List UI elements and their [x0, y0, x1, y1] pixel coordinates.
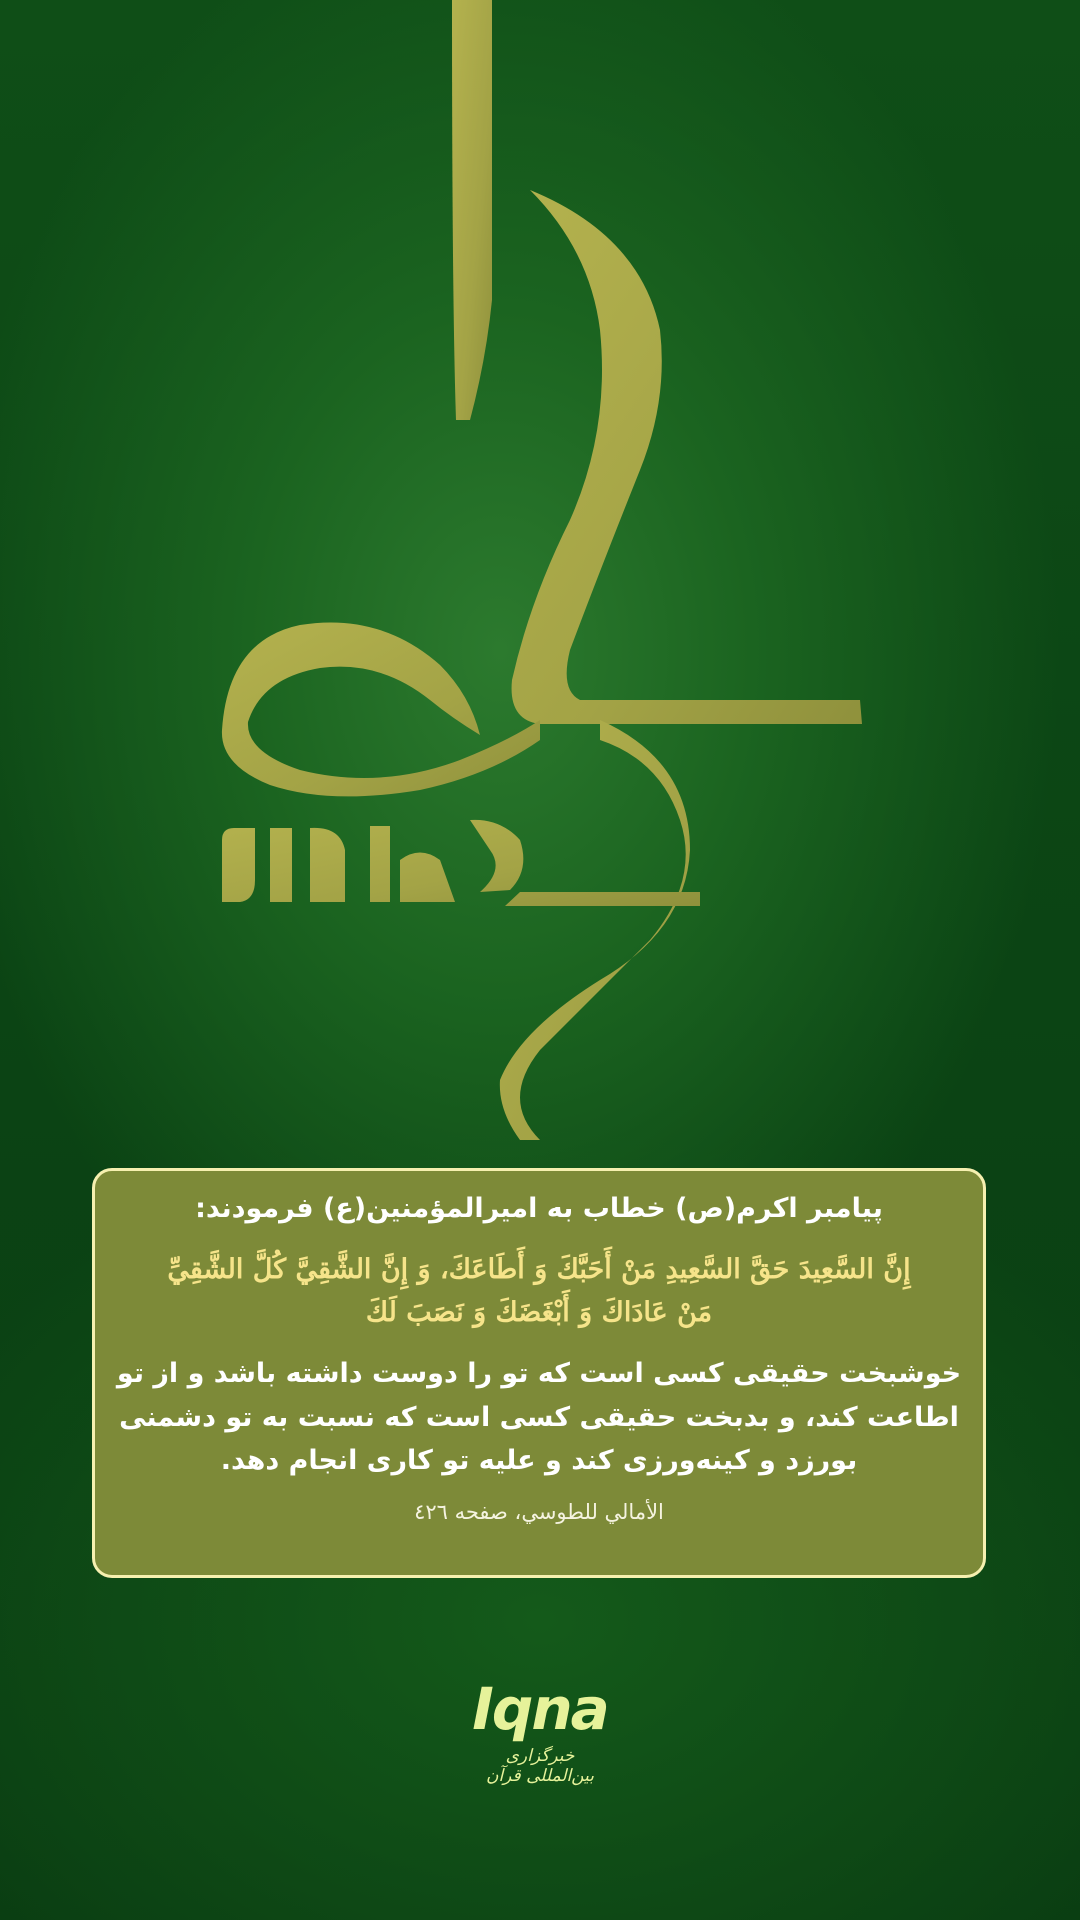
hadith-arabic: [113, 1248, 965, 1334]
hadith-source: الأمالي للطوسي، صفحه ٤٢٦: [414, 1500, 664, 1525]
hadith-arabic-line-2: مَنْ عَادَاكَ وَ أَبْغَضَكَ وَ نَصَبَ لَكَ: [365, 1297, 713, 1329]
hadith-arabic-line-1: إِنَّ السَّعِيدَ حَقَّ السَّعِيدِ مَنْ أَحَبَّكَ وَ أَطَاعَكَ، وَ إِنَّ الشَّقِيَّ كُلَّ الشَّقِيِّ: [167, 1254, 911, 1286]
hadith-persian-translation: خوشبخت حقیقی کسی است که تو را دوست داشته باشد و از تو اطاعت کند، و بدبخت حقیقی کسی است که نسبت به تو دشمنی بورزد و کینه‌ورزی کند و علیه تو کاری انجام دهد.: [116, 1358, 962, 1476]
lam-curve: [512, 190, 862, 724]
iqna-logo-subtitle: خبرگزاری بین‌المللی قرآن: [485, 1746, 595, 1786]
ain-bowl: [222, 622, 540, 796]
iqna-logo: [470, 1675, 610, 1810]
ya-tail: [500, 720, 690, 1140]
hadith-intro: پیامبر اکرم(ص) خطاب به امیرالمؤمنین(ع) فرمودند:: [195, 1193, 883, 1224]
alef-stroke: [452, 0, 492, 420]
hadith-box: [92, 1168, 986, 1578]
iqna-logo-word: Iqna: [472, 1675, 608, 1743]
